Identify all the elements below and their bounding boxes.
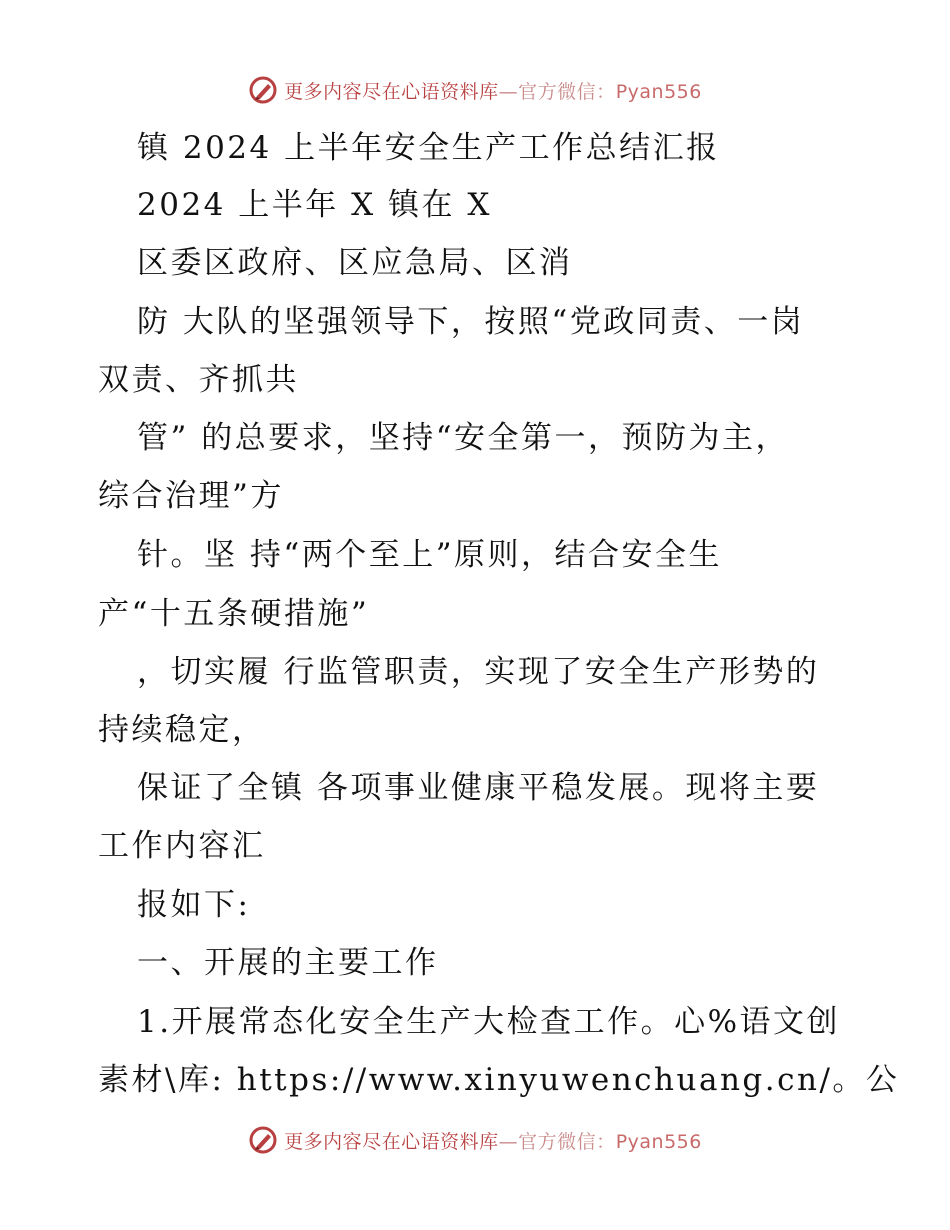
pen-logo-icon <box>248 1125 278 1155</box>
watermark-title: 更多内容尽在心语资料库 <box>284 1130 499 1153</box>
watermark-wechat-id: Pyan556 <box>615 1130 702 1153</box>
watermark-wechat-label: —官方微信： <box>498 80 616 103</box>
footer-watermark <box>0 1120 950 1160</box>
paragraph-line: 1.开展常态化安全生产大检查工作。心%语文创 <box>137 1004 841 1040</box>
paragraph-line: 针。坚 持“两个至上”原则，结合安全生 <box>137 537 723 573</box>
paragraph-line: 2024 上半年 X 镇在 X <box>137 187 492 223</box>
paragraph-line: ，切实履 行监管职责，实现了安全生产形势的 <box>137 654 820 690</box>
paragraph-line: 区委区政府、区应急局、区消 <box>137 245 573 281</box>
watermark-text <box>284 77 702 104</box>
paragraph-line: 素材\库: https://www.xinyuwenchuang.cn/。公 <box>98 1062 900 1098</box>
section-heading: 一、开展的主要工作 <box>137 945 439 981</box>
paragraph-line: 保证了全镇 各项事业健康平稳发展。现将主要 <box>137 770 820 806</box>
watermark-wechat-id: Pyan556 <box>615 80 702 103</box>
paragraph-line: 综合治理”方 <box>98 478 284 514</box>
paragraph-line: 工作内容汇 <box>98 828 266 864</box>
paragraph-line: 产“十五条硬措施” <box>98 596 370 632</box>
paragraph-line: 持续稳定， <box>98 712 266 748</box>
paragraph-line: 双责、齐抓共 <box>98 362 299 398</box>
watermark-wechat-label: —官方微信： <box>498 1130 616 1153</box>
paragraph-line: 防 大队的坚强领导下，按照“党政同责、一岗 <box>137 304 805 340</box>
paragraph-line: 管” 的总要求，坚持“安全第一，预防为主， <box>137 420 790 456</box>
header-watermark <box>0 70 950 110</box>
watermark-text <box>284 1127 702 1154</box>
watermark-title: 更多内容尽在心语资料库 <box>284 80 499 103</box>
paragraph-line: 报如下: <box>137 887 251 923</box>
document-title: 镇 2024 上半年安全生产工作总结汇报 <box>137 130 720 166</box>
pen-logo-icon <box>248 75 278 105</box>
